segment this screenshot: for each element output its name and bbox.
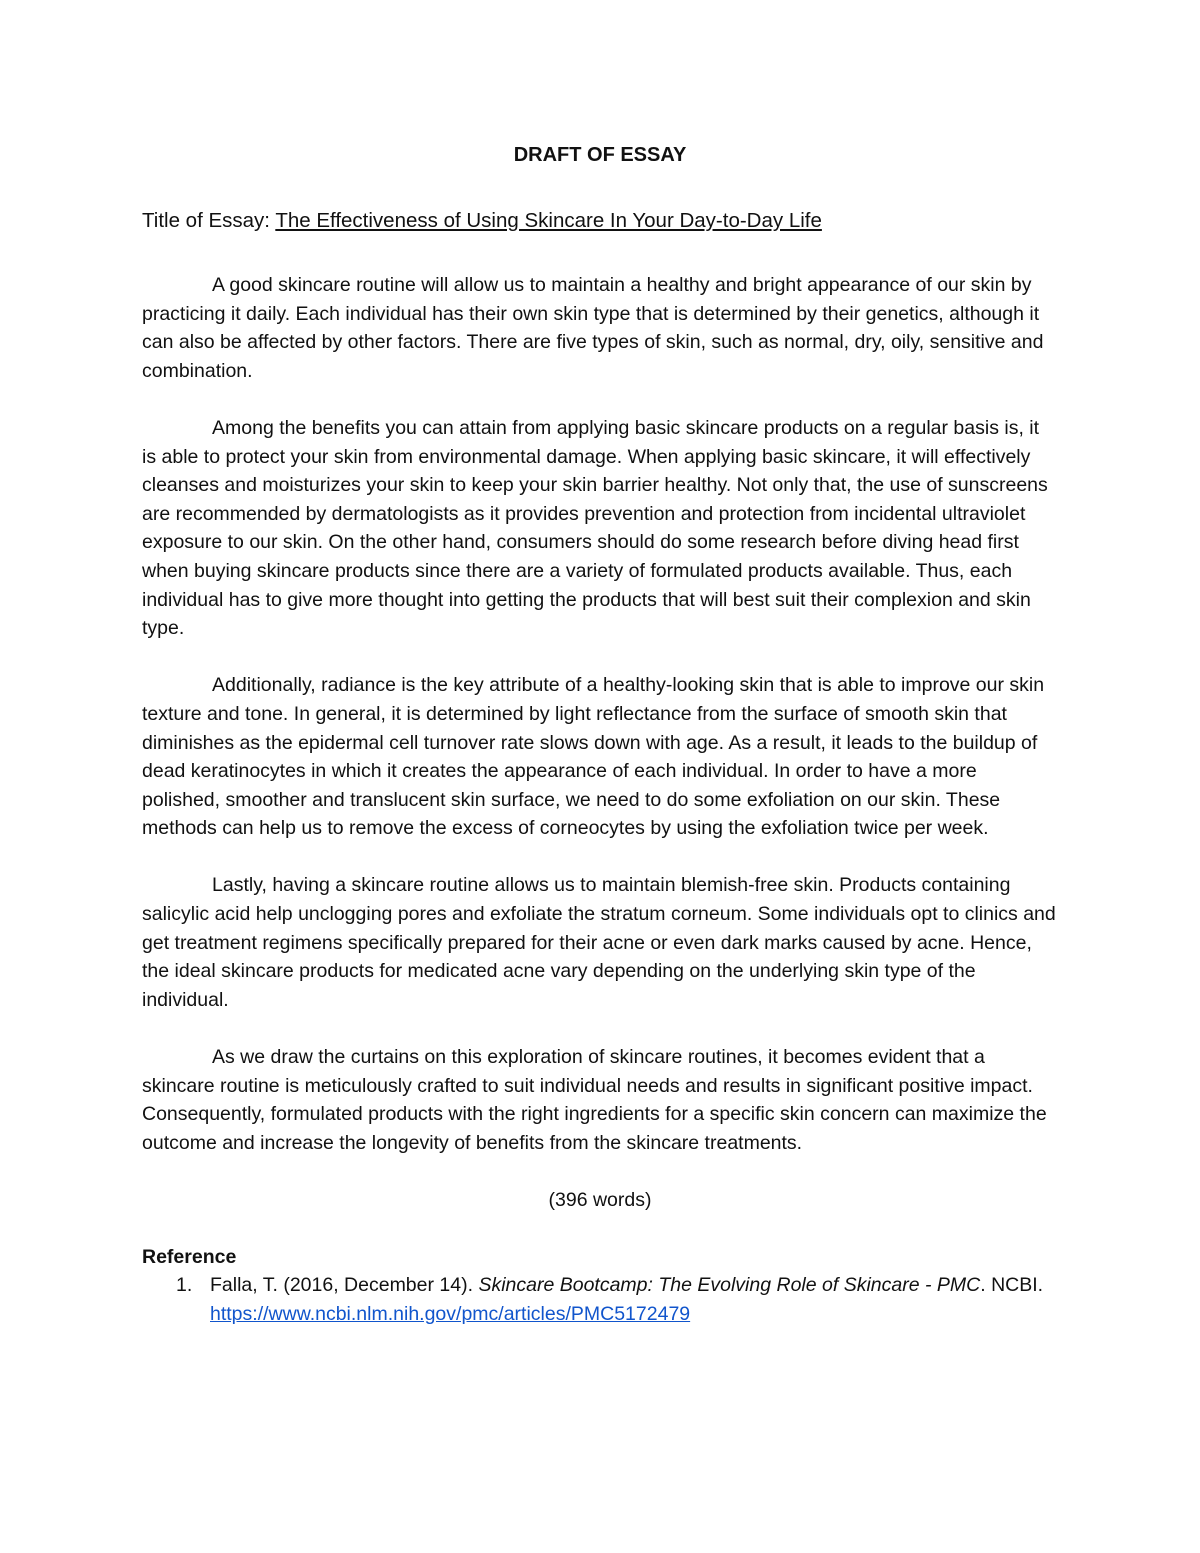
paragraph-radiance: Additionally, radiance is the key attribute of a healthy-looking skin that is able to improve our skin texture and tone. In general, it is determined by light reflectance from the surface of smooth skin that diminishes as the epidermal cell turnover rate slows down with age. As a result, it leads to the buildup of dead keratinocytes in which it creates the appearance of each individual. In order to have a more polished, smoother and translucent skin surface, we need to do some exfoliation on our skin. These methods can help us to remove the excess of corneocytes by using the exfoliation twice per week. [142, 674, 1045, 840]
paragraph-conclusion: As we draw the curtains on this exploration of skincare routines, it becomes evident that a skincare routine is meticulously crafted to suit individual needs and results in significant positive impact. Consequently, formulated products with the right ingredients for a specific skin concern can maximize the outcome and increase the longevity of benefits from the skincare treatments. [142, 1046, 1047, 1154]
reference-author-date: Falla, T. (2016, December 14). [210, 1274, 479, 1297]
reference-list [142, 1271, 1058, 1328]
reference-item [142, 1271, 1058, 1328]
paragraph-intro: A good skincare routine will allow us to maintain a healthy and bright appearance of our skin by practicing it daily. Each individual has their own skin type that is determined by their genetics, although it can also be affected by other factors. There are five types of skin, such as normal, dry, oily, sensitive and combination. [142, 274, 1044, 382]
document-body [142, 138, 1058, 1328]
reference-link[interactable]: https://www.ncbi.nlm.nih.gov/pmc/articles/PMC5172479 [210, 1302, 691, 1325]
reference-heading: Reference [142, 1245, 237, 1268]
document-heading: DRAFT OF ESSAY [513, 144, 687, 166]
word-count: (396 words) [548, 1189, 652, 1211]
essay-title-line [142, 206, 1058, 236]
essay-title: The Effectiveness of Using Skincare In Your Day-to-Day Life [275, 209, 822, 232]
reference-title: Skincare Bootcamp: The Evolving Role of Skincare - PMC [478, 1274, 981, 1297]
paragraph-benefits: Among the benefits you can attain from applying basic skincare products on a regular basis is, it is able to protect your skin from environmental damage. When applying basic skincare, it will effectively cleanses and moisturizes your skin to keep your skin barrier healthy. Not only that, the use of sunscreens are recommended by dermatologists as it provides prevention and protection from incidental ultraviolet exposure to our skin. On the other hand, consumers should do some research before diving head first when buying skincare products since there are a variety of formulated products available. Thus, each individual has to give more thought into getting the products that will best suit their complexion and skin type. [142, 416, 1048, 640]
reference-source: . NCBI. [980, 1274, 1044, 1297]
reference-number: 1. [176, 1274, 193, 1297]
essay-title-label: Title of Essay: [142, 209, 276, 232]
paragraph-blemish: Lastly, having a skincare routine allows us to maintain blemish-free skin. Products containing salicylic acid help unclogging pores and exfoliate the stratum corneum. Some individuals opt to clinics and get treatment regimens specifically prepared for their acne or even dark marks caused by acne. Hence, the ideal skincare products for medicated acne vary depending on the underlying skin type of the individual. [142, 874, 1056, 1011]
